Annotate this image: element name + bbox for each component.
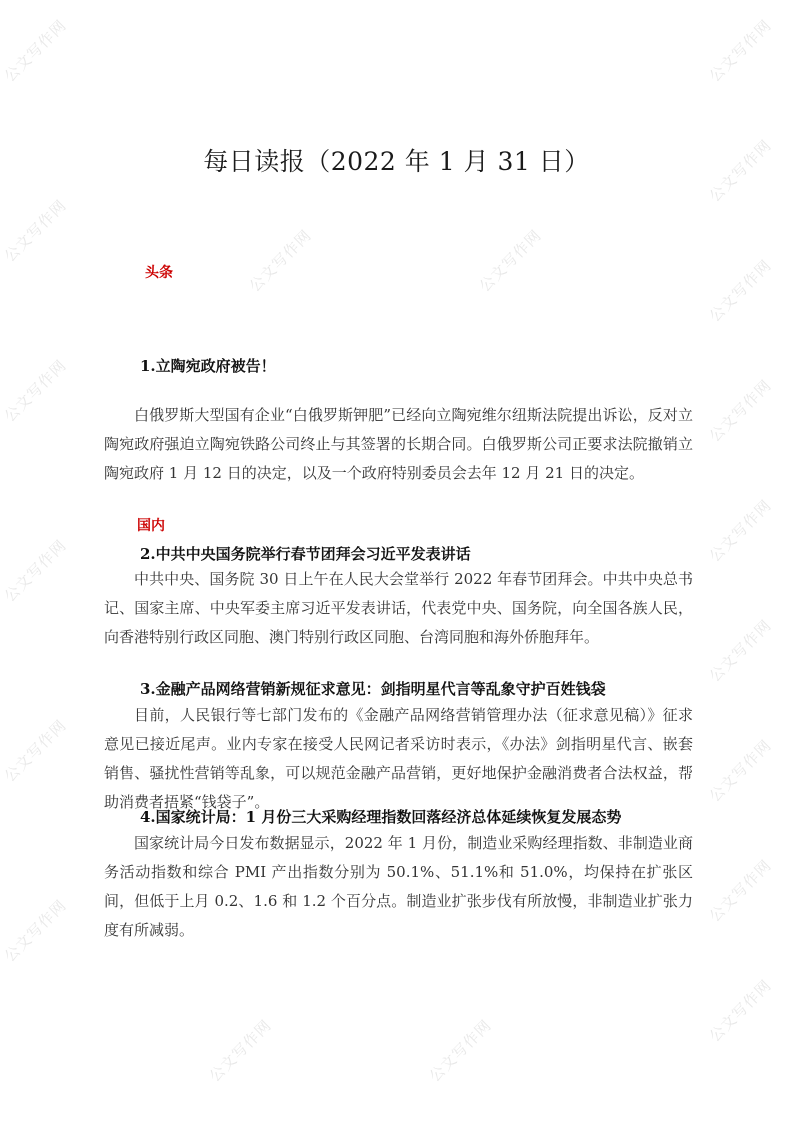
watermark-text: 公文写作网: [705, 616, 776, 686]
watermark-text: 公文写作网: [205, 1016, 276, 1086]
watermark-text: 公文写作网: [705, 856, 776, 926]
watermark-text: 公文写作网: [705, 976, 776, 1046]
item-heading: 4.国家统计局：1 月份三大采购经理指数回落经济总体延续恢复发展态势: [140, 808, 622, 826]
page-title: 每日读报（2022 年 1 月 31 日）: [203, 147, 590, 176]
watermark-text: 公文写作网: [705, 16, 776, 86]
item-heading: 1.立陶宛政府被告！: [140, 357, 276, 375]
item-body: 国家统计局今日发布数据显示，2022 年 1 月份，制造业采购经理指数、非制造业商务活动指数和综合 PMI 产出指数分别为 50.1%、51.1%和 51.0%，均保持在扩张区间，但低于上月 0.2、1.6 和 1.2 个百分点。制造业扩张步伐有所放慢，非制造业扩张力度有所减弱。: [104, 834, 693, 939]
item-body: 白俄罗斯大型国有企业“白俄罗斯钾肥”已经向立陶宛维尔纽斯法院提出诉讼，反对立陶宛政府强迫立陶宛铁路公司终止与其签署的长期合同。白俄罗斯公司正要求法院撤销立陶宛政府 1 月 12 日的决定，以及一个政府特别委员会去年 12 月 21 日的决定。: [104, 406, 693, 482]
watermark-text: 公文写作网: [0, 16, 71, 86]
watermark-text: 公文写作网: [705, 376, 776, 446]
watermark-text: 公文写作网: [0, 536, 71, 606]
item-heading: 2.中共中央国务院举行春节团拜会习近平发表讲话: [140, 545, 471, 563]
watermark-text: 公文写作网: [475, 226, 546, 296]
item-body: 中共中央、国务院 30 日上午在人民大会堂举行 2022 年春节团拜会。中共中央总书记、国家主席、中央军委主席习近平发表讲话，代表党中央、国务院，向全国各族人民，向香港特别行政区同胞、澳门特别行政区同胞、台湾同胞和海外侨胞拜年。: [104, 570, 693, 646]
watermark-text: 公文写作网: [0, 716, 71, 786]
item-heading: 3.金融产品网络营销新规征求意见：剑指明星代言等乱象守护百姓钱袋: [140, 680, 606, 698]
watermark-text: 公文写作网: [0, 356, 71, 426]
watermark-text: 公文写作网: [705, 736, 776, 806]
watermark-text: 公文写作网: [705, 496, 776, 566]
watermark-text: 公文写作网: [0, 196, 71, 266]
watermark-text: 公文写作网: [705, 256, 776, 326]
item-body: 目前，人民银行等七部门发布的《金融产品网络营销管理办法（征求意见稿）》征求意见已接近尾声。业内专家在接受人民网记者采访时表示，《办法》剑指明星代言、嵌套销售、骚扰性营销等乱象，可以规范金融产品营销，更好地保护金融消费者合法权益，帮助消费者捂紧“钱袋子”。: [104, 706, 693, 811]
watermark-text: 公文写作网: [245, 226, 316, 296]
watermark-text: 公文写作网: [425, 1016, 496, 1086]
watermark-text: 公文写作网: [0, 896, 71, 966]
section-label-domestic: 国内: [137, 518, 165, 534]
section-label-headline: 头条: [145, 265, 173, 281]
watermark-text: 公文写作网: [705, 136, 776, 206]
